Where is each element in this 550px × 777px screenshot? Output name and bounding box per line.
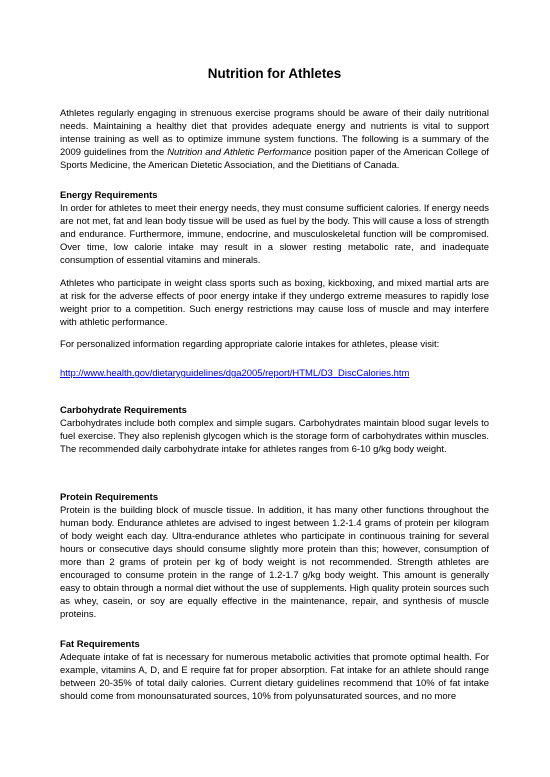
carbohydrate-paragraph: Carbohydrates include both complex and simple sugars. Carbohydrates maintain blood sugar levels to fuel exercise. They also replenish glycogen which is the storage form of carbohydrates within muscles. The recommended daily carbohydrate intake for athletes ranges from 6-10 g/kg body weight. xyxy=(60,418,489,455)
protein-heading: Protein Requirements xyxy=(60,492,159,503)
energy-paragraph-2: Athletes who participate in weight class sports such as boxing, kickboxing, and mixed martial arts are at risk for the adverse effects of poor energy intake if they undergo extreme measures to rapidly lose weight prior to a competition. Such energy restrictions may cause loss of muscle and may interfere with athletic performance. xyxy=(60,278,489,328)
intro-italic-title: Nutrition and Athletic Performance xyxy=(167,147,312,158)
energy-heading: Energy Requirements xyxy=(60,190,158,201)
energy-paragraph-1: In order for athletes to meet their energy needs, they must consume sufficient calories. If energy needs are not met, fat and lean body tissue will be used as fuel by the body. This will cause a loss of strength and endurance. Furthermore, immune, endocrine, and musculoskeletal function will be compromised. Over time, low calorie intake may result in a slower resting metabolic rate, and inadequate consumption of essential vitamins and minerals. xyxy=(60,203,489,266)
intro-text-before: Athletes regularly engaging in strenuous exercise programs should be aware of their daily nutritional needs. Maintaining a healthy diet that provides adequate energy and nutrients is vital to support intense training as well as to optimize immune system functions. The following is a summary of the 2009 guidelines from the xyxy=(60,108,489,158)
carbohydrate-heading: Carbohydrate Requirements xyxy=(60,405,187,416)
energy-paragraph-3: For personalized information regarding appropriate calorie intakes for athletes, please visit: xyxy=(60,339,440,350)
intro-text-after: position paper of the American College of Sports Medicine, the American Dietetic Association, and the Dietitians of Canada. xyxy=(60,147,489,171)
calorie-guidelines-link[interactable]: http://www.health.gov/dietaryguidelines/dga2005/report/HTML/D3_DiscCalories.htm xyxy=(60,368,410,379)
fat-paragraph: Adequate intake of fat is necessary for numerous metabolic activities that promote optimal health. For example, vitamins A, D, and E require fat for proper absorption. Fat intake for an athlete should range between 20-35% of total daily calories. Current dietary guidelines recommend that 10% of fat intake should come from monounsaturated sources, 10% from polyunsaturated sources, and no more xyxy=(60,652,489,702)
page-title: Nutrition for Athletes xyxy=(207,66,342,81)
protein-paragraph: Protein is the building block of muscle tissue. In addition, it has many other functions throughout the human body. Endurance athletes are advised to ingest between 1.2-1.4 grams of protein per kilogram of body weight each day. Ultra-endurance athletes who participate in continuous training for several hours or consecutive days should consume slightly more protein than this; however, consumption of more than 2 grams of protein per kg of body weight is not recommended. Strength athletes are encouraged to consume protein in the range of 1.2-1.7 g/kg body weight. This amount is generally easy to obtain through a normal diet without the use of supplements. High quality protein sources such as whey, casein, or soy are equally effective in the maintenance, repair, and synthesis of muscle proteins. xyxy=(60,505,489,620)
intro-paragraph xyxy=(60,107,489,172)
fat-heading: Fat Requirements xyxy=(60,639,140,650)
